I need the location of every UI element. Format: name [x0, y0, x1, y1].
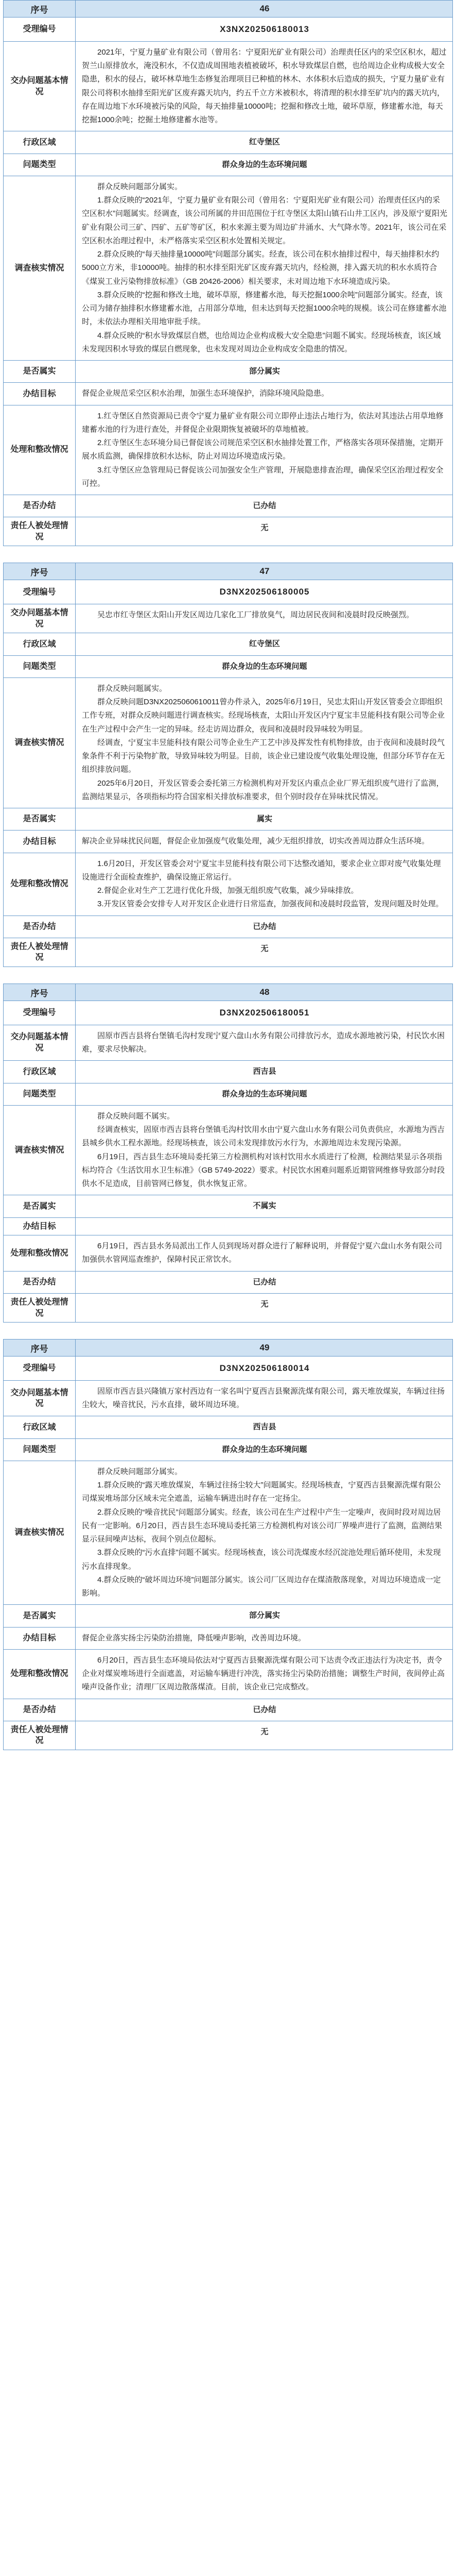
case-code-row [3, 580, 453, 604]
case-accountable-label: 责任人被处理情况 [4, 938, 76, 967]
case-district-label: 行政区域 [4, 1061, 76, 1082]
case-code-label: 受理编号 [4, 18, 76, 41]
case-verify-paragraph: 群众反映问题D3NX2025060610011曾办件录入，2025年6月19日，吴忠太阳山开发区管委会立即组织工作专班，对群众反映问题进行调查核实。经现场核查，太阳山开发区内宁夏宝丰昱能科技有限公司等企业在生产过程中会产生一定的异味。经走访周边群众，夜间和凌晨时段异味较为明显。 [82, 698, 445, 734]
case-verify-row [3, 1106, 453, 1196]
case-verify-label: 调查核实情况 [4, 176, 76, 360]
case-handling-value [76, 405, 453, 495]
case-done-label: 是否办结 [4, 1699, 76, 1721]
case-handling-label: 处理和整改情况 [4, 1235, 76, 1271]
case-handling-row [3, 1650, 453, 1699]
case-true-flag-label: 是否属实 [4, 808, 76, 830]
case-type-row [3, 1083, 453, 1106]
case-basic-value: 固原市西吉县将台堡镇毛沟村发现宁夏六盘山水务有限公司排放污水，造成水源地被污染，村民饮水困难，要求尽快解决。 [82, 1031, 445, 1054]
case-type-value: 群众身边的生态环境问题 [222, 1089, 307, 1098]
case-handling-row [3, 853, 453, 916]
case-handling-value [76, 1235, 453, 1271]
case-handling-value [76, 1650, 453, 1699]
case-true-flag-value: 不属实 [253, 1201, 276, 1211]
case-verify-label: 调查核实情况 [4, 1106, 76, 1195]
case-code-value: X3NX202506180013 [220, 24, 309, 34]
case-code-label: 受理编号 [4, 1001, 76, 1025]
case-accountable-label: 责任人被处理情况 [4, 1294, 76, 1322]
case-handling-label: 处理和整改情况 [4, 405, 76, 495]
case-handling-paragraph: 2.督促企业对生产工艺进行优化升级，加强无组织废气收集，减少异味排放。 [97, 886, 359, 895]
case-district-row [3, 131, 453, 154]
case-done-label: 是否办结 [4, 495, 76, 517]
case-done-label: 是否办结 [4, 1272, 76, 1293]
case-verify-paragraph: 群众反映问题不属实。 [97, 1111, 175, 1121]
case-verify-paragraph: 2.群众反映的“每天抽排量10000吨”问题部分属实。经查，该公司在积水抽排过程中，每天抽排积水约5000立方米，非10000吨。抽排的积水排至阳光矿区废弃露天坑内，经检测，排入露天坑的积水水质符合《煤炭工业污染物排放标准》（GB 20426-2006）相关要求，未对周边地下水环境造成污染。 [82, 250, 440, 286]
case-basic-value: 2021年，宁夏力量矿业有限公司（曾用名：宁夏阳光矿业有限公司）治理责任区内的采空区积水，超过贺兰山原排放水，淹没积水，不仅造成周围地表植被破坏，积水导致煤层自燃，也给周边企业构成极大安全隐患，积水的侵占，破坏林草地生态修复治理项目已种植的林木、水体积水后造成的损失，宁夏力量矿业有限公司将积水抽排至阳光矿区废弃露天坑内，约五千立方米被积水，将清理的积水排至矿坑内的露天坑内，存在周边地下水环境被污染的风险，每天抽排量10000吨；挖掘和修改土地，破坏草原，修建蓄水池，每天挖掘1000余吨；挖掘土地修建蓄水池等。 [82, 47, 447, 124]
case-district-row [3, 1416, 453, 1438]
case-verify-paragraph: 1.群众反映的“露天堆放煤炭，车辆过往扬尘较大”问题属实。经现场核查，宁夏西吉县聚源洗煤有限公司煤炭堆场部分区域未完全遮盖，运输车辆进出时存在一定扬尘。 [82, 1481, 441, 1503]
case-goal-value: 解决企业异味扰民问题，督促企业加强废气收集处理，减少无组织排放，切实改善周边群众生活环境。 [82, 837, 430, 846]
case-accountable-row [3, 517, 453, 546]
case-handling-paragraph: 3.红寺堡区应急管理局已督促该公司加强安全生产管理，开展隐患排查治理，确保采空区治理过程安全可控。 [82, 465, 444, 488]
case-verify-paragraph: 经调查，宁夏宝丰昱能科技有限公司等企业生产工艺中涉及挥发性有机物排放，由于夜间和凌晨时段气象条件不利于污染物扩散，导致异味较为明显。目前，该企业已建设废气收集处理设施，但部分环节存在无组织排放问题。 [82, 738, 445, 774]
case-accountable-row [3, 938, 453, 967]
case-number: 47 [259, 566, 270, 577]
case-handling-paragraph: 3.开发区管委会安排专人对开发区企业进行日常巡查，加强夜间和凌晨时段监管，发现问题及时处理。 [97, 900, 444, 909]
case-done-row [3, 495, 453, 517]
case-district-row [3, 633, 453, 655]
case-number-label: 序号 [4, 984, 76, 1001]
case-true-flag-label: 是否属实 [4, 361, 76, 382]
case-card [3, 984, 453, 1323]
case-number: 48 [259, 987, 270, 997]
case-done-row [3, 1272, 453, 1294]
case-number: 46 [259, 4, 270, 13]
case-code-value: D3NX202506180014 [219, 1363, 310, 1374]
case-verify-paragraph: 3.群众反映的“污水直排”问题不属实。经现场核查，该公司洗煤废水经沉淀池处理后循环使用，未发现污水直排现象。 [82, 1548, 441, 1571]
case-type-row [3, 656, 453, 678]
case-goal-value [76, 1218, 453, 1235]
case-done-value: 已办结 [253, 922, 276, 931]
case-card [3, 1339, 453, 1750]
case-basic-label: 交办问题基本情况 [4, 1381, 76, 1416]
case-true-flag-value: 部分属实 [249, 367, 280, 376]
case-basic-label: 交办问题基本情况 [4, 604, 76, 633]
case-accountable-value: 无 [260, 1727, 269, 1736]
case-done-value: 已办结 [253, 501, 276, 510]
case-done-value: 已办结 [253, 1705, 276, 1714]
cases-page [3, 0, 453, 1750]
case-district-value: 红寺堡区 [249, 138, 280, 147]
case-verify-value [76, 1461, 453, 1605]
case-verify-row [3, 678, 453, 808]
case-verify-value [76, 678, 453, 808]
case-number-label: 序号 [4, 563, 76, 580]
case-code-value: D3NX202506180051 [219, 1008, 310, 1018]
case-accountable-value: 无 [260, 1299, 269, 1309]
case-goal-row [3, 383, 453, 405]
case-goal-row [3, 1218, 453, 1236]
case-goal-label: 办结目标 [4, 831, 76, 852]
case-verify-paragraph: 经调查核实，固原市西吉县将台堡镇毛沟村饮用水由宁夏六盘山水务有限公司负责供应，水源地为西吉县城乡供水工程水源地。经现场核查，该公司未发现排放污水行为，水源地周边未发现污染源。 [82, 1125, 445, 1148]
case-goal-row [3, 1628, 453, 1650]
case-basic-row [3, 1025, 453, 1061]
case-verify-paragraph: 6月19日，西吉县生态环境局委托第三方检测机构对该村饮用水水质进行了检测，检测结果显示各项指标均符合《生活饮用水卫生标准》（GB 5749-2022）要求。村民饮水困难问题系近期管网维修导致部分时段供水不足造成，目前管网已修复，供水恢复正常。 [82, 1152, 445, 1189]
case-district-value: 西吉县 [253, 1067, 276, 1076]
case-basic-label: 交办问题基本情况 [4, 42, 76, 131]
case-true-flag-row [3, 361, 453, 383]
case-verify-paragraph: 2.群众反映的“噪音扰民”问题部分属实。经查，该公司在生产过程中产生一定噪声，夜间时段对周边居民有一定影响。6月20日，西吉县生态环境局委托第三方检测机构对该公司厂界噪声进行了监测，监测结果显示昼间噪声达标，夜间个别点位超标。 [82, 1507, 443, 1544]
case-code-label: 受理编号 [4, 1357, 76, 1380]
case-verify-row [3, 176, 453, 361]
case-verify-paragraph: 4.群众反映的“破坏周边环境”问题部分属实。该公司厂区周边存在煤渣散落现象，对周边环境造成一定影响。 [82, 1575, 441, 1598]
case-handling-paragraph: 6月20日，西吉县生态环境局依法对宁夏西吉县聚源洗煤有限公司下达责令改正违法行为决定书，责令企业对煤炭堆场进行全面遮盖，对运输车辆进行冲洗，落实扬尘污染防治措施；调整生产时间，夜间停止高噪声设备作业；清理厂区周边散落煤渣。目前，该企业已完成整改。 [82, 1655, 445, 1692]
case-done-value: 已办结 [253, 1277, 276, 1286]
case-basic-row [3, 604, 453, 633]
case-code-label: 受理编号 [4, 580, 76, 604]
case-number-label: 序号 [4, 1, 76, 17]
case-card [3, 0, 453, 546]
case-verify-paragraph: 群众反映问题部分属实。 [97, 182, 183, 191]
case-verify-label: 调查核实情况 [4, 1461, 76, 1605]
case-verify-value [76, 176, 453, 360]
case-basic-label: 交办问题基本情况 [4, 1025, 76, 1061]
case-code-row [3, 18, 453, 42]
case-verify-paragraph: 2025年6月20日，开发区管委会委托第三方检测机构对开发区内重点企业厂界无组织废气进行了监测，监测结果显示，各项指标均符合国家相关排放标准要求，但个别时段存在异味扰民情况。 [82, 778, 444, 801]
case-number: 49 [259, 1343, 270, 1353]
case-code-value: D3NX202506180005 [219, 587, 310, 597]
case-handling-label: 处理和整改情况 [4, 853, 76, 916]
case-district-label: 行政区域 [4, 131, 76, 153]
case-type-row [3, 1439, 453, 1461]
case-district-label: 行政区域 [4, 1416, 76, 1438]
case-handling-paragraph: 2.红寺堡区生态环境分局已督促该公司规范采空区积水抽排处置工作，严格落实各项环保措施，定期开展水质监测，确保排放积水达标，防止对周边环境造成污染。 [82, 438, 444, 461]
case-number-label: 序号 [4, 1340, 76, 1356]
case-accountable-row [3, 1294, 453, 1323]
case-card [3, 563, 453, 967]
case-number-row [3, 0, 453, 18]
case-type-label: 问题类型 [4, 656, 76, 677]
case-accountable-row [3, 1721, 453, 1750]
case-type-label: 问题类型 [4, 1439, 76, 1461]
case-verify-value [76, 1106, 453, 1195]
case-handling-row [3, 1235, 453, 1272]
case-basic-row [3, 1381, 453, 1417]
case-type-value: 群众身边的生态环境问题 [222, 662, 307, 671]
case-true-flag-value: 部分属实 [249, 1611, 280, 1620]
case-district-label: 行政区域 [4, 633, 76, 655]
case-accountable-label: 责任人被处理情况 [4, 1721, 76, 1750]
case-done-row [3, 1699, 453, 1721]
case-goal-value: 督促企业落实扬尘污染防治措施，降低噪声影响，改善周边环境。 [82, 1633, 306, 1642]
case-true-flag-label: 是否属实 [4, 1195, 76, 1217]
case-verify-paragraph: 3.群众反映的“挖掘和修改土地，破坏草原，修建蓄水池，每天挖掘1000余吨”问题部分属实。经查，该公司为储存抽排积水修建蓄水池，占用部分草地，但未达到每天挖掘1000余吨的规模。该公司在修建蓄水池时，未依法办理相关用地审批手续。 [82, 290, 447, 327]
case-accountable-value: 无 [260, 944, 269, 953]
case-handling-value [76, 853, 453, 916]
case-verify-paragraph: 4.群众反映的“积水导致煤层自燃，也给周边企业构成极大安全隐患”问题不属实。经现场核查，该区域未发现因积水导致的煤层自燃现象，也未发现对周边企业构成安全隐患的情况。 [82, 331, 441, 353]
case-verify-paragraph: 群众反映问题部分属实。 [97, 1467, 183, 1476]
case-goal-label: 办结目标 [4, 383, 76, 404]
case-goal-value: 督促企业规范采空区积水治理，加强生态环境保护，消除环境风险隐患。 [82, 389, 329, 398]
case-type-value: 群众身边的生态环境问题 [222, 1445, 307, 1454]
case-goal-label: 办结目标 [4, 1218, 76, 1235]
case-district-row [3, 1061, 453, 1083]
case-number-row [3, 1339, 453, 1357]
case-verify-paragraph: 1.群众反映的“2021年，宁夏力量矿业有限公司（曾用名：宁夏阳光矿业有限公司）治理责任区内的采空区积水”问题属实。经调查，该公司所属的井田范围位于红寺堡区太阳山镇石山井工区内，涉及原宁夏阳光矿业有限公司三矿、四矿、五矿等矿区，积水来源主要为周边矿井涌水、大气降水等。2021年，该公司在采空区积水治理过程中，未严格落实采空区积水处置相关规定。 [82, 196, 448, 245]
case-true-flag-row [3, 1605, 453, 1627]
case-goal-label: 办结目标 [4, 1628, 76, 1649]
case-done-label: 是否办结 [4, 916, 76, 938]
case-number-row [3, 563, 453, 580]
case-true-flag-row [3, 808, 453, 831]
case-true-flag-row [3, 1195, 453, 1217]
case-district-value: 西吉县 [253, 1422, 276, 1432]
case-handling-row [3, 405, 453, 496]
case-true-flag-label: 是否属实 [4, 1605, 76, 1626]
case-true-flag-value: 属实 [256, 815, 272, 824]
case-verify-row [3, 1461, 453, 1605]
case-accountable-value: 无 [260, 523, 269, 533]
case-basic-value: 吴忠市红寺堡区太阳山开发区周边几家化工厂排放臭气，周边居民夜间和凌晨时段反映强烈。 [97, 611, 414, 620]
case-handling-paragraph: 6月19日，西吉县水务局派出工作人员到现场对群众进行了解释说明，并督促宁夏六盘山水务有限公司加强供水管网巡查维护，保障村民正常饮水。 [82, 1242, 443, 1264]
case-number-row [3, 984, 453, 1001]
case-verify-label: 调查核实情况 [4, 678, 76, 808]
case-basic-row [3, 42, 453, 132]
case-handling-paragraph: 1.6月20日，开发区管委会对宁夏宝丰昱能科技有限公司下达整改通知，要求企业立即对废气收集处理设施进行全面检查维护，确保设施正常运行。 [82, 859, 441, 882]
case-accountable-label: 责任人被处理情况 [4, 517, 76, 546]
case-code-row [3, 1001, 453, 1025]
case-basic-value: 固原市西吉县兴隆镇万家村西边有一家名叫宁夏西吉县聚源洗煤有限公司，露天堆放煤炭，车辆过往扬尘较大，噪音扰民，污水直排，破坏周边环境。 [82, 1386, 445, 1410]
case-type-row [3, 154, 453, 176]
case-type-label: 问题类型 [4, 154, 76, 176]
case-code-row [3, 1357, 453, 1381]
case-handling-label: 处理和整改情况 [4, 1650, 76, 1699]
case-done-row [3, 916, 453, 938]
case-district-value: 红寺堡区 [249, 639, 280, 649]
case-goal-row [3, 831, 453, 853]
case-verify-paragraph: 群众反映问题属实。 [97, 684, 167, 693]
case-type-label: 问题类型 [4, 1083, 76, 1105]
case-type-value: 群众身边的生态环境问题 [222, 160, 307, 169]
case-handling-paragraph: 1.红寺堡区自然资源局已责令宁夏力量矿业有限公司立即停止违法占地行为，依法对其违法占用草地修建蓄水池的行为进行查处，并督促企业限期恢复被破坏的草地植被。 [82, 411, 444, 434]
